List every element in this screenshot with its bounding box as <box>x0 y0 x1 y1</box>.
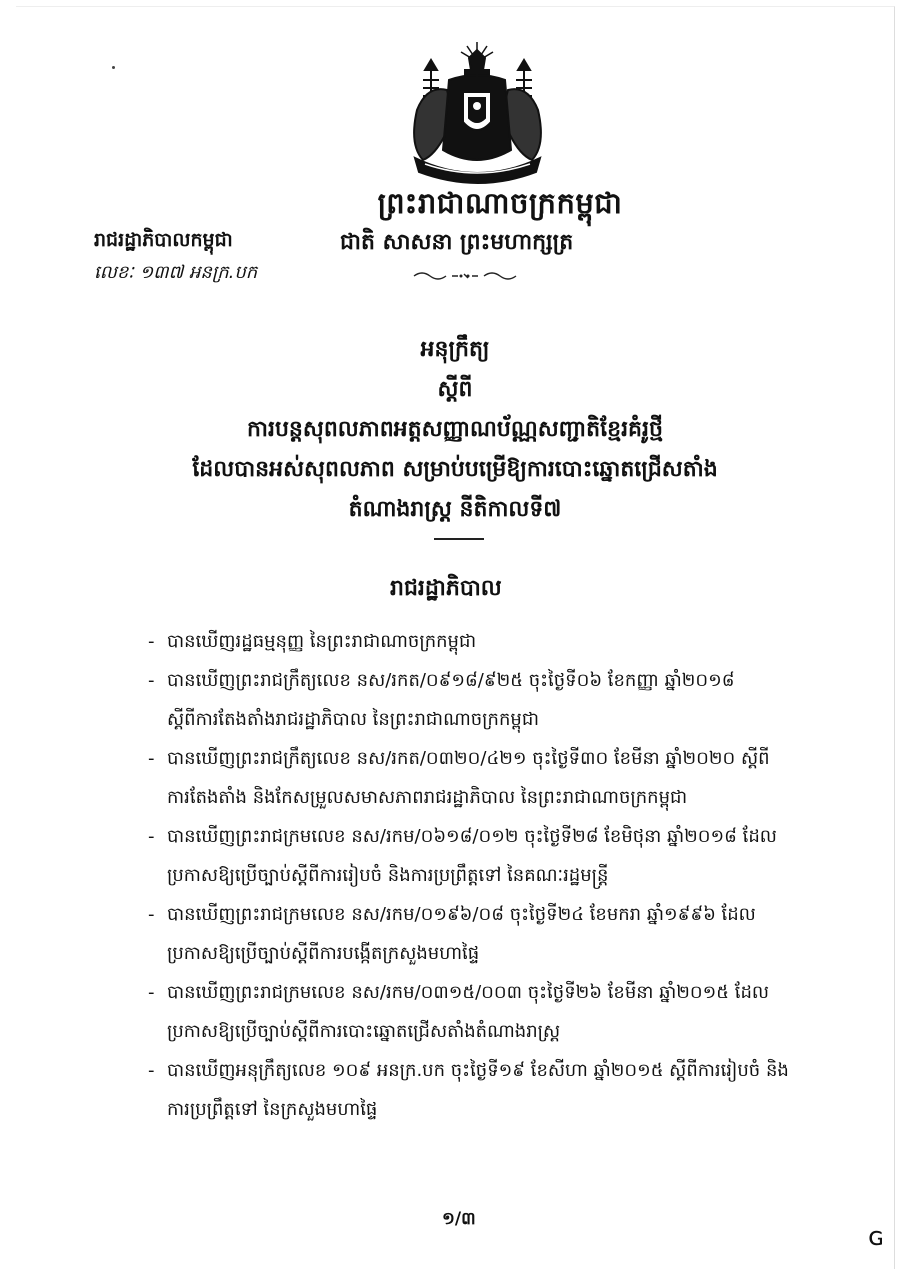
clause-line: បានឃើញព្រះរាជក្រមលេខ នស/រកម/០៦១៨/០១២ ចុះថ្ងៃទី២៨ ខែមិថុនា ឆ្នាំ២០១៨ ដែល <box>167 826 777 847</box>
clause-line: បានឃើញព្រះរាជក្រមលេខ នស/រកម/០៣១៥/០០៣ ចុះថ្ងៃទី២៦ ខែមីនា ឆ្នាំ២០១៥ ដែល <box>167 982 770 1003</box>
clause-dash: - <box>148 670 155 691</box>
clause-line: បានឃើញព្រះរាជក្រឹត្យលេខ នស/រកត/០៩១៨/៩២៥ ចុះថ្ងៃទី០៦ ខែកញ្ញា ឆ្នាំ២០១៨ <box>167 670 735 691</box>
clause-dash: - <box>148 631 155 652</box>
title-line-3: ការបន្តសុពលភាពអត្តសញ្ញាណប័ណ្ណសញ្ជាតិខ្មែរគំរូថ្មី <box>247 417 663 442</box>
clause-line: ស្តីពីការតែងតាំងរាជរដ្ឋាភិបាល នៃព្រះរាជាណាចក្រកម្ពុជា <box>167 709 539 730</box>
reference-number: លេខៈ ១៣៧ អនក្រ.បក <box>94 262 258 283</box>
speck-mark <box>112 66 115 69</box>
decree-title <box>150 330 760 530</box>
clause-dash: - <box>148 982 155 1003</box>
title-line-5: តំណាងរាស្ត្រ នីតិកាលទី៧ <box>348 497 562 522</box>
clause-line: ការប្រព្រឹត្តទៅ នៃក្រសួងមហាផ្ទៃ <box>167 1099 378 1120</box>
clause-item <box>140 1051 840 1129</box>
clause-dash: - <box>148 826 155 847</box>
preamble-clauses <box>140 622 840 1129</box>
section-heading: រាជរដ្ឋាភិបាល <box>390 576 502 601</box>
clause-item <box>140 622 840 661</box>
clause-line: ប្រកាសឱ្យប្រើច្បាប់ស្តីពីការបោះឆ្នោតជ្រើសតាំងតំណាងរាស្ត្រ <box>167 1021 561 1042</box>
clause-item <box>140 973 840 1051</box>
royal-coat-of-arms-icon <box>405 40 550 190</box>
ornament-divider-icon <box>412 270 522 282</box>
clause-line: ប្រកាសឱ្យប្រើច្បាប់ស្តីពីការបង្កើតក្រសួងមហាផ្ទៃ <box>167 943 480 964</box>
title-line-4: ដែលបានអស់សុពលភាព សម្រាប់បម្រើឱ្យការបោះឆ្នោតជ្រើសតាំង <box>192 457 718 482</box>
kingdom-heading: ព្រះរាជាណាចក្រកម្ពុជា <box>377 186 623 220</box>
clause-item <box>140 817 840 895</box>
clause-item <box>140 739 840 817</box>
title-divider <box>434 538 484 540</box>
national-motto: ជាតិ សាសនា ព្រះមហាក្សត្រ <box>340 230 574 255</box>
clause-line: ប្រកាសឱ្យប្រើច្បាប់ស្តីពីការរៀបចំ និងការប្រព្រឹត្តទៅ នៃគណៈរដ្ឋមន្ត្រី <box>167 865 609 886</box>
corner-mark: ɢ <box>868 1222 885 1252</box>
clause-line: ការតែងតាំង និងកែសម្រួលសមាសភាពរាជរដ្ឋាភិបាល នៃព្រះរាជាណាចក្រកម្ពុជា <box>167 787 688 808</box>
clause-dash: - <box>148 904 155 925</box>
title-line-1: អនុក្រឹត្យ <box>420 337 490 362</box>
clause-item <box>140 895 840 973</box>
issuing-office: រាជរដ្ឋាភិបាលកម្ពុជា <box>94 229 233 251</box>
clause-line: បានឃើញព្រះរាជក្រឹត្យលេខ នស/រកត/០៣២០/៤២១ ចុះថ្ងៃទី៣០ ខែមីនា ឆ្នាំ២០២០ ស្តីពី <box>167 748 770 769</box>
clause-item <box>140 661 840 739</box>
clause-dash: - <box>148 1060 155 1081</box>
clause-line: បានឃើញរដ្ឋធម្មនុញ្ញ នៃព្រះរាជាណាចក្រកម្ពុជា <box>167 631 477 652</box>
clause-dash: - <box>148 748 155 769</box>
page-number: ១/៣ <box>442 1209 476 1229</box>
clause-line: បានឃើញអនុក្រឹត្យលេខ ១០៩ អនក្រ.បក ចុះថ្ងៃទី១៩ ខែសីហា ឆ្នាំ២០១៥ ស្តីពីការរៀបចំ និង <box>167 1060 789 1081</box>
clause-line: បានឃើញព្រះរាជក្រមលេខ នស/រកម/០១៩៦/០៨ ចុះថ្ងៃទី២៤ ខែមករា ឆ្នាំ១៩៩៦ ដែល <box>167 904 756 925</box>
title-line-2: ស្តីពី <box>437 377 473 402</box>
